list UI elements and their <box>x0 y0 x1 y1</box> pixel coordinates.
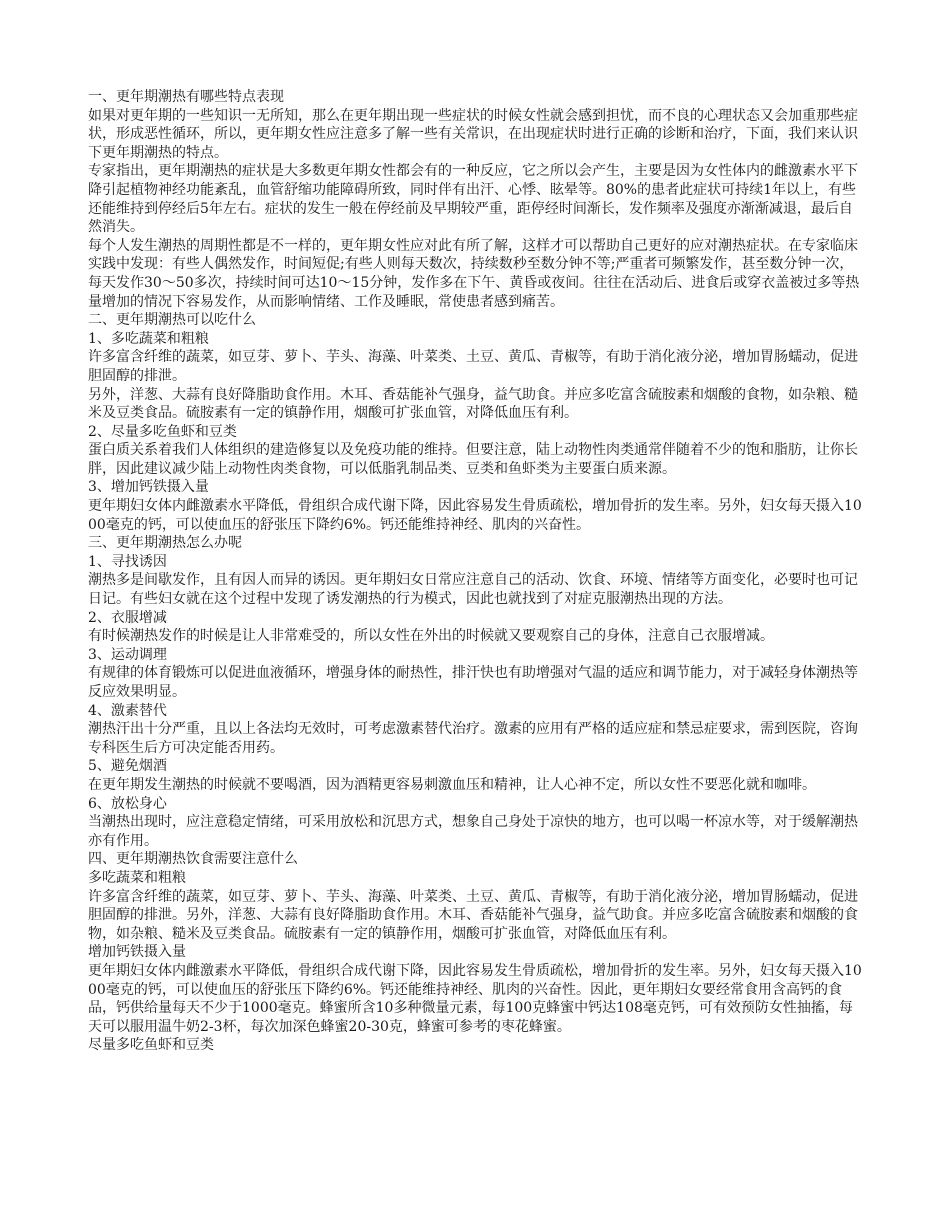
paragraph: 当潮热出现时，应注意稳定情绪，可采用放松和沉思方式，想象自己身处于凉快的地方，也可以喝一杯凉水等，对于缓解潮热亦有作用。 <box>88 814 858 849</box>
paragraph: 潮热汗出十分严重，且以上各法均无效时，可考虑激素替代治疗。激素的应用有严格的适应症和禁忌症要求，需到医院，咨询专科医生后方可决定能否用药。 <box>88 721 858 756</box>
paragraph: 在更年期发生潮热的时候就不要喝酒，因为酒精更容易刺激血压和精神，让人心神不定，所以女性不要恶化就和咖啡。 <box>88 776 816 793</box>
section-heading: 四、更年期潮热饮食需要注意什么 <box>88 851 298 868</box>
subsection-heading: 1、多吃蔬菜和粗粮 <box>88 330 209 347</box>
section-heading: 一、更年期潮热有哪些特点表现 <box>88 89 284 105</box>
subsection-heading: 4、激素替代 <box>88 702 167 719</box>
subsection-heading: 尽量多吃鱼虾和豆类 <box>88 1037 214 1054</box>
subsection-heading: 多吃蔬菜和粗粮 <box>88 869 186 886</box>
paragraph: 有规律的体育锻炼可以促进血液循环，增强身体的耐热性，排汗快也有助增强对气温的适应和调节能力，对于减轻身体潮热等反应效果明显。 <box>88 665 858 700</box>
paragraph: 每个人发生潮热的周期性都是不一样的，更年期女性应对此有所了解，这样才可以帮助自己更好的应对潮热症状。在专家临床实践中发现：有些人偶然发作，时间短促;有些人则每天数次，持续数秒至数分钟不等;严重者可频繁发作，甚至数分钟一次，每天发作30～50多次，持续时间可达10～15分钟，发作多在下午、黄昏或夜间。往往在活动后、进食后或穿衣盖被过多等热量增加的情况下容易发作，从而影响情绪、工作及睡眠，常使患者感到痛苦。 <box>88 237 860 310</box>
subsection-heading: 2、衣服增减 <box>88 609 167 626</box>
paragraph: 另外，洋葱、大蒜有良好降脂助食作用。木耳、香菇能补气强身，益气助食。并应多吃富含硫胺素和烟酸的食物，如杂粮、糙米及豆类食品。硫胺素有一定的镇静作用，烟酸可扩张血管，对降低血压有利。 <box>88 386 858 422</box>
subsection-heading: 增加钙铁摄入量 <box>88 944 186 961</box>
paragraph: 有时候潮热发作的时候是让人非常难受的，所以女性在外出的时候就又要观察自己的身体，注意自己衣服增减。 <box>88 628 774 645</box>
paragraph: 许多富含纤维的蔬菜，如豆芽、萝卜、芋头、海藻、叶菜类、土豆、黄瓜、青椒等，有助于消化液分泌，增加胃肠蠕动，促进胆固醇的排泄。另外，洋葱、大蒜有良好降脂助食作用。木耳、香菇能补气强身，益气助食。并应多吃富含硫胺素和烟酸的食物，如杂粮、糙米及豆类食品。硫胺素有一定的镇静作用，烟酸可扩张血管，对降低血压有利。 <box>88 888 858 942</box>
paragraph: 如果对更年期的一些知识一无所知，那么在更年期出现一些症状的时候女性就会感到担忧，而不良的心理状态又会加重那些症状，形成恶性循环，所以，更年期女性应注意多了解一些有关常识，在出现症状时进行正确的诊断和治疗，下面，我们来认识下更年期潮热的特点。 <box>88 107 858 161</box>
subsection-heading: 3、增加钙铁摄入量 <box>88 479 209 496</box>
subsection-heading: 1、寻找诱因 <box>88 553 167 570</box>
paragraph: 专家指出，更年期潮热的症状是大多数更年期女性都会有的一种反应，它之所以会产生，主要是因为女性体内的雌激素水平下降引起植物神经功能紊乱，血管舒缩功能障碍所致，同时伴有出汗、心悸、眩晕等。80%的患者此症状可持续1年以上，有些还能维持到停经后5年左右。症状的发生一般在停经前及早期较严重，距停经时间渐长，发作频率及强度亦渐渐减退，最后自然消失。 <box>88 163 858 236</box>
paragraph: 更年期妇女体内雌激素水平降低，骨组织合成代谢下降，因此容易发生骨质疏松，增加骨折的发生率。另外，妇女每天摄入1000毫克的钙，可以使血压的舒张压下降约6%。钙还能维持神经、肌肉的兴奋性。 <box>88 498 862 533</box>
document-page <box>88 88 863 1055</box>
paragraph: 许多富含纤维的蔬菜，如豆芽、萝卜、芋头、海藻、叶菜类、土豆、黄瓜、青椒等，有助于消化液分泌，增加胃肠蠕动，促进胆固醇的排泄。 <box>88 349 858 384</box>
subsection-heading: 3、运动调理 <box>88 646 167 663</box>
subsection-heading: 6、放松身心 <box>88 795 167 812</box>
section-heading: 三、更年期潮热怎么办呢 <box>88 535 242 552</box>
paragraph: 蛋白质关系着我们人体组织的建造修复以及免疫功能的维持。但要注意，陆上动物性肉类通常伴随着不少的饱和脂肪，让你长胖，因此建议减少陆上动物性肉类食物，可以低脂乳制品类、豆类和鱼虾类为主要蛋白质来源。 <box>88 442 858 477</box>
paragraph: 更年期妇女体内雌激素水平降低，骨组织合成代谢下降，因此容易发生骨质疏松，增加骨折的发生率。另外，妇女每天摄入1000毫克的钙，可以使血压的舒张压下降约6%。钙还能维持神经、肌肉的兴奋性。因此，更年期妇女要经常食用含高钙的食品，钙供给量每天不少于1000毫克。蜂蜜所含10多种微量元素，每100克蜂蜜中钙达108毫克钙，可有效预防女性抽搐，每天可以服用温牛奶2-3杯，每次加深色蜂蜜20-30克，蜂蜜可参考的枣花蜂蜜。 <box>88 962 862 1035</box>
paragraph: 潮热多是间歇发作，且有因人而异的诱因。更年期妇女日常应注意自己的活动、饮食、环境、情绪等方面变化，必要时也可记日记。有些妇女就在这个过程中发现了诱发潮热的行为模式，因此也就找到了对症克服潮热出现的方法。 <box>88 572 858 608</box>
subsection-heading: 5、避免烟酒 <box>88 758 167 775</box>
section-heading: 二、更年期潮热可以吃什么 <box>88 312 256 329</box>
subsection-heading: 2、尽量多吃鱼虾和豆类 <box>88 423 237 440</box>
